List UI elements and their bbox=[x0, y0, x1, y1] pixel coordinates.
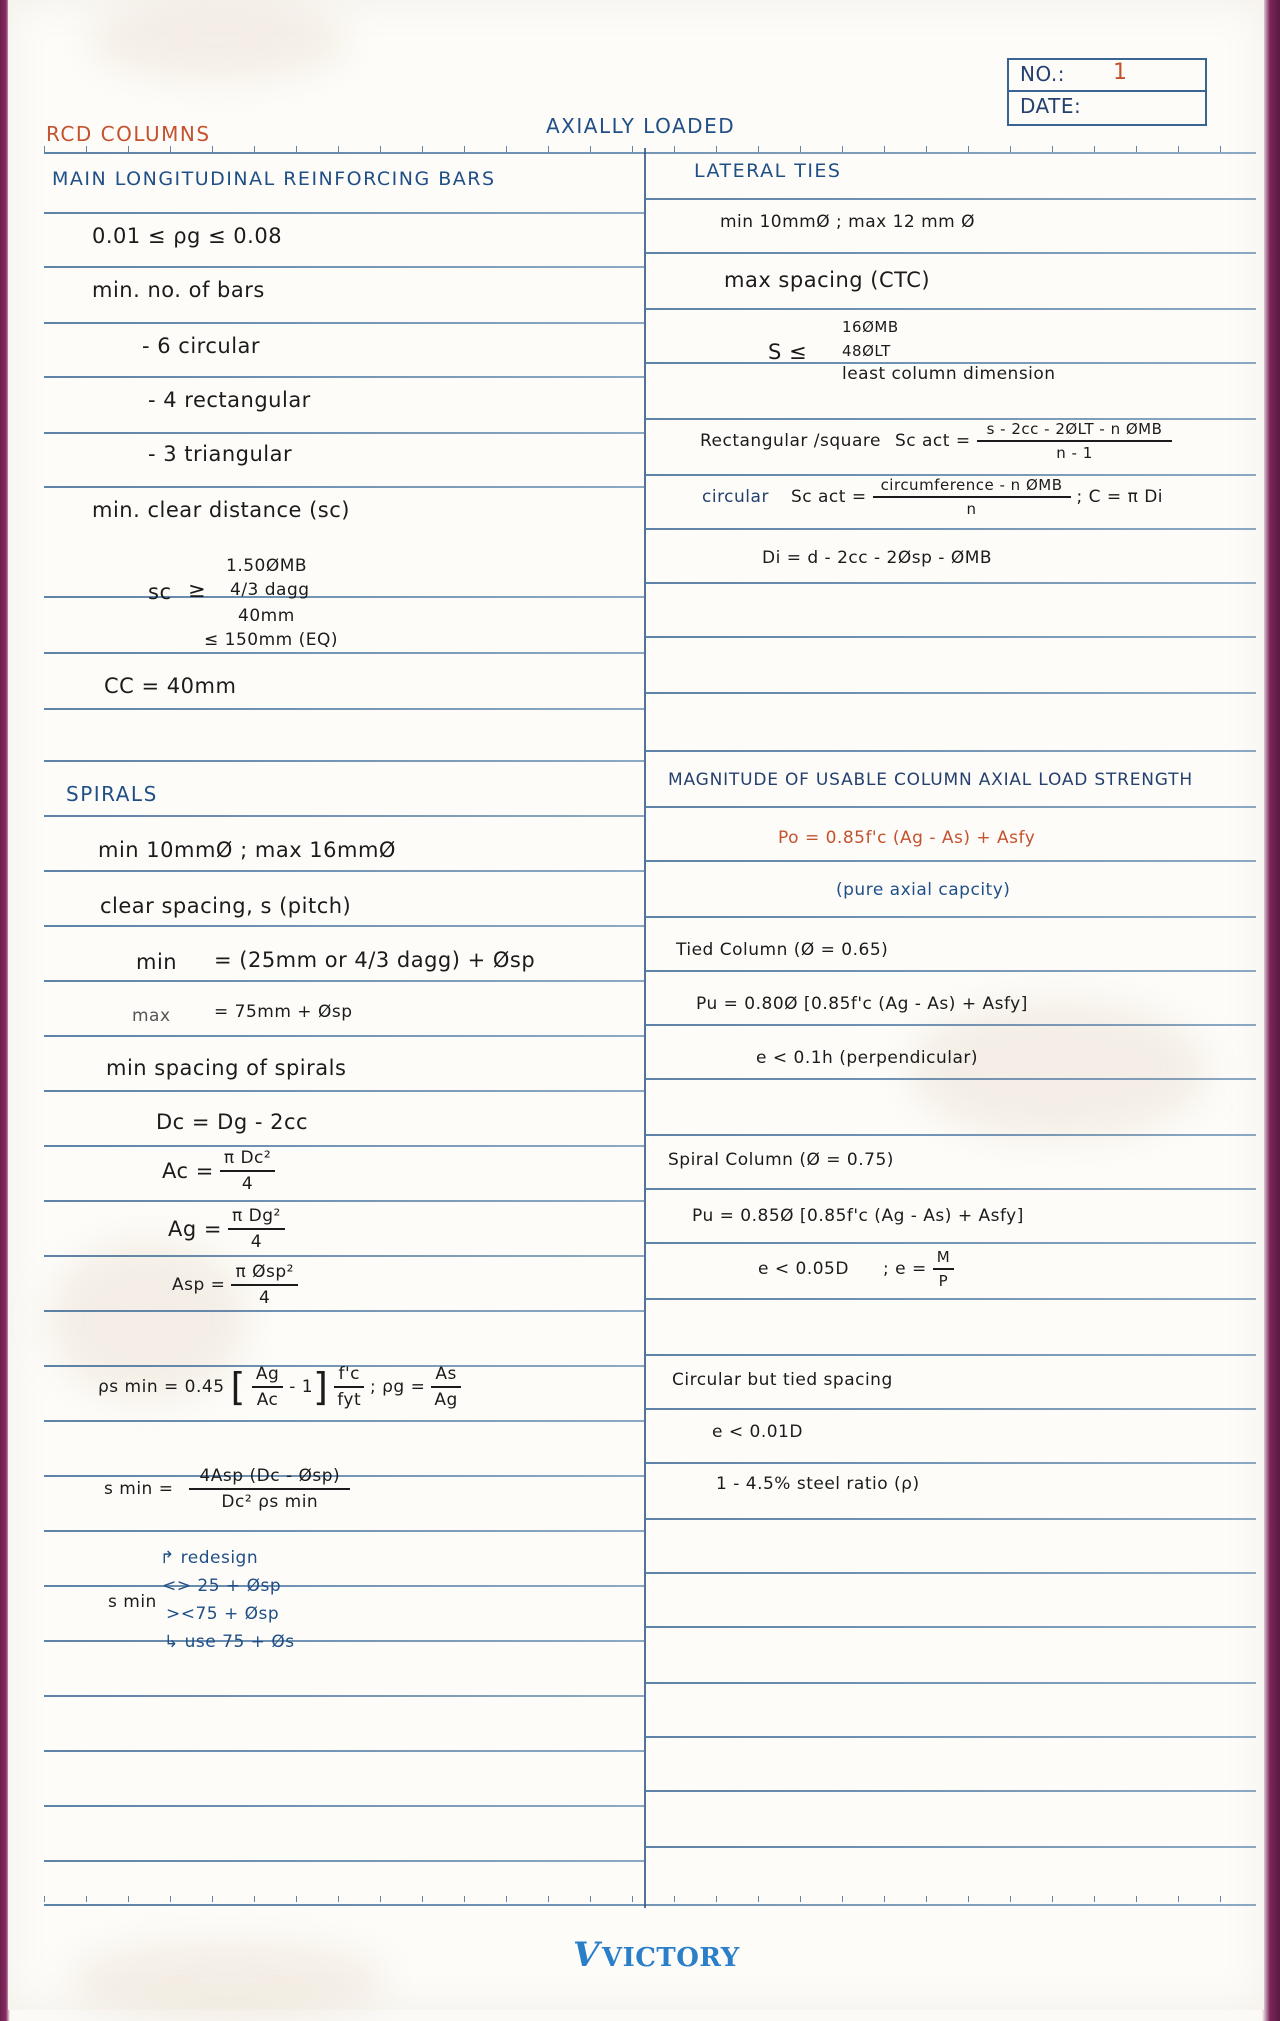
load-strength-title: MAGNITUDE OF USABLE COLUMN AXIAL LOAD STRENGTH bbox=[668, 770, 1193, 790]
circular-tied-ecc: e < 0.01D bbox=[712, 1422, 803, 1442]
rho-s-min-formula: ρs min = 0.45 [ $\frac{Ag}{Ac}$ - 1 ] $\frac{f'c}{\text{fyt}}$ ; ρg = $\frac{As}{Ag}$ bbox=[98, 1364, 467, 1410]
arrow-right-icon: ↱ bbox=[160, 1548, 181, 1568]
tied-formula: Pu = 0.80Ø [0.85f'c (Ag - As) + Asfy] bbox=[696, 994, 1028, 1014]
sc-symbol: sc bbox=[148, 580, 172, 604]
min-bars-label: min. no. of bars bbox=[92, 278, 265, 302]
subject-title: RCD COLUMNS bbox=[46, 122, 211, 146]
ac-denominator: 4 bbox=[241, 1174, 254, 1194]
arrow-down-right-icon: ↳ bbox=[164, 1632, 185, 1652]
spiral-size-range: min 10mmØ ; max 16mmØ bbox=[98, 838, 396, 862]
circ-note: ; C = π Di bbox=[1076, 487, 1164, 507]
po-formula: Po = 0.85f'c (Ag - As) + Asfy bbox=[778, 828, 1036, 848]
page-number-label: NO.: bbox=[1020, 62, 1065, 86]
spacing-min-value: = (25mm or 4/3 dagg) + Øsp bbox=[214, 948, 536, 972]
s-option-2: 48ØLT bbox=[842, 342, 891, 360]
ag-over-ac-den: Ac bbox=[256, 1390, 279, 1410]
sc-ge: ≥ bbox=[188, 578, 207, 602]
minus-one: - 1 bbox=[289, 1377, 314, 1397]
circ-label: circular bbox=[702, 487, 769, 507]
ac-formula bbox=[162, 1148, 281, 1194]
sc-max: ≤ 150mm (EQ) bbox=[204, 630, 339, 650]
dc-formula: Dc = Dg - 2cc bbox=[156, 1110, 309, 1134]
s-le: S ≤ bbox=[768, 340, 808, 364]
s-min-case-1: <> 25 + Øsp bbox=[162, 1576, 282, 1596]
rho-g-num: As bbox=[431, 1364, 461, 1388]
rho-g-den: Ag bbox=[434, 1390, 458, 1410]
s-min-formula bbox=[104, 1466, 356, 1512]
s-min-lhs: s min = bbox=[104, 1479, 174, 1499]
rect-lhs: Sc act = bbox=[894, 431, 971, 451]
notebook-page bbox=[8, 0, 1264, 2010]
tied-eccentricity: e < 0.1h (perpendicular) bbox=[756, 1048, 979, 1068]
spiral-column-label: Spiral Column (Ø = 0.75) bbox=[668, 1150, 894, 1170]
spacing-min-label: min bbox=[136, 950, 178, 974]
date-label: DATE: bbox=[1020, 94, 1082, 118]
asp-numerator: π Øsp² bbox=[231, 1262, 297, 1286]
e-def-numerator: M bbox=[933, 1248, 954, 1270]
rect-denominator: n - 1 bbox=[1056, 444, 1093, 462]
use-note-label: use 75 + Øs bbox=[184, 1632, 295, 1652]
use-note bbox=[164, 1632, 295, 1652]
rho-lhs: ρs min = 0.45 bbox=[98, 1377, 225, 1397]
spacing-max-label: max bbox=[132, 1006, 171, 1026]
spirals-title: SPIRALS bbox=[66, 782, 158, 806]
spiral-eccentricity bbox=[758, 1248, 960, 1290]
asp-formula bbox=[172, 1262, 304, 1308]
ac-lhs: Ac = bbox=[162, 1159, 214, 1183]
rect-spacing-formula bbox=[700, 420, 1178, 462]
ag-numerator: π Dg² bbox=[228, 1206, 285, 1230]
circ-numerator: circumference - n ØMB bbox=[873, 476, 1071, 498]
spacing-max-value: = 75mm + Øsp bbox=[214, 1002, 353, 1022]
s-min-label: s min bbox=[108, 1592, 157, 1612]
brand-logo bbox=[573, 1935, 740, 1975]
lateral-ties-title: LATERAL TIES bbox=[694, 160, 842, 182]
fc-over-fyt-den: fyt bbox=[337, 1390, 362, 1410]
e-definition-lhs: ; e = bbox=[882, 1259, 927, 1279]
rect-numerator: s - 2cc - 2ØLT - n ØMB bbox=[977, 420, 1173, 442]
ag-lhs: Ag = bbox=[168, 1217, 222, 1241]
tie-size-range: min 10mmØ ; max 12 mm Ø bbox=[720, 212, 976, 232]
asp-denominator: 4 bbox=[259, 1288, 271, 1308]
s-option-3: least column dimension bbox=[842, 364, 1056, 384]
sc-option-3: 40mm bbox=[238, 606, 295, 626]
bar-count-triangular: - 3 triangular bbox=[148, 442, 293, 466]
ag-over-ac-num: Ag bbox=[252, 1364, 283, 1388]
spiral-ecc-value: e < 0.05D bbox=[758, 1259, 849, 1279]
main-bars-title: MAIN LONGITUDINAL REINFORCING BARS bbox=[52, 168, 496, 190]
circ-denominator: n bbox=[966, 500, 977, 518]
po-note: (pure axial capcity) bbox=[836, 880, 1011, 900]
brand-name: VICTORY bbox=[601, 1943, 740, 1973]
di-formula: Di = d - 2cc - 2Øsp - ØMB bbox=[762, 548, 993, 568]
rect-label: Rectangular /square bbox=[700, 431, 881, 451]
redesign-label: redesign bbox=[180, 1548, 259, 1568]
ac-numerator: π Dc² bbox=[220, 1148, 275, 1172]
spiral-formula: Pu = 0.85Ø [0.85f'c (Ag - As) + Asfy] bbox=[692, 1206, 1024, 1226]
sc-option-2: 4/3 dagg bbox=[230, 580, 310, 600]
sc-option-1: 1.50ØMB bbox=[226, 556, 308, 576]
clear-distance-label: min. clear distance (sc) bbox=[92, 498, 350, 522]
steel-ratio: 1 - 4.5% steel ratio (ρ) bbox=[716, 1474, 920, 1494]
column-divider bbox=[644, 148, 646, 1908]
max-spacing-label: max spacing (CTC) bbox=[724, 268, 931, 292]
bar-count-circular: - 6 circular bbox=[142, 334, 261, 358]
reinforcement-ratio: 0.01 ≤ ρg ≤ 0.08 bbox=[92, 224, 283, 248]
page-number-value: 1 bbox=[1113, 60, 1128, 85]
bar-count-rectangular: - 4 rectangular bbox=[148, 388, 311, 412]
s-min-denominator: Dc² ρs min bbox=[221, 1492, 319, 1512]
circ-lhs: Sc act = bbox=[790, 487, 867, 507]
circular-tied-label: Circular but tied spacing bbox=[672, 1370, 893, 1390]
circ-spacing-formula bbox=[702, 476, 1163, 518]
ag-formula bbox=[168, 1206, 291, 1252]
asp-lhs: Asp = bbox=[172, 1275, 226, 1295]
s-min-case-2: ><75 + Øsp bbox=[166, 1604, 280, 1624]
concrete-cover: CC = 40mm bbox=[104, 674, 237, 698]
e-def-denominator: P bbox=[938, 1272, 949, 1290]
min-spacing-spirals-label: min spacing of spirals bbox=[106, 1056, 347, 1080]
topic-title: AXIALLY LOADED bbox=[546, 114, 736, 138]
tied-column-label: Tied Column (Ø = 0.65) bbox=[676, 940, 889, 960]
clear-spacing-label: clear spacing, s (pitch) bbox=[100, 894, 352, 918]
s-option-1: 16ØMB bbox=[842, 318, 899, 336]
s-min-numerator: 4Asp (Dc - Øsp) bbox=[189, 1466, 350, 1490]
rho-g-label: ; ρg = bbox=[369, 1377, 426, 1397]
fc-over-fyt-num: f'c bbox=[334, 1364, 364, 1388]
victory-v-icon: V bbox=[573, 1935, 600, 1975]
redesign-note bbox=[160, 1548, 258, 1568]
ag-denominator: 4 bbox=[250, 1232, 263, 1252]
